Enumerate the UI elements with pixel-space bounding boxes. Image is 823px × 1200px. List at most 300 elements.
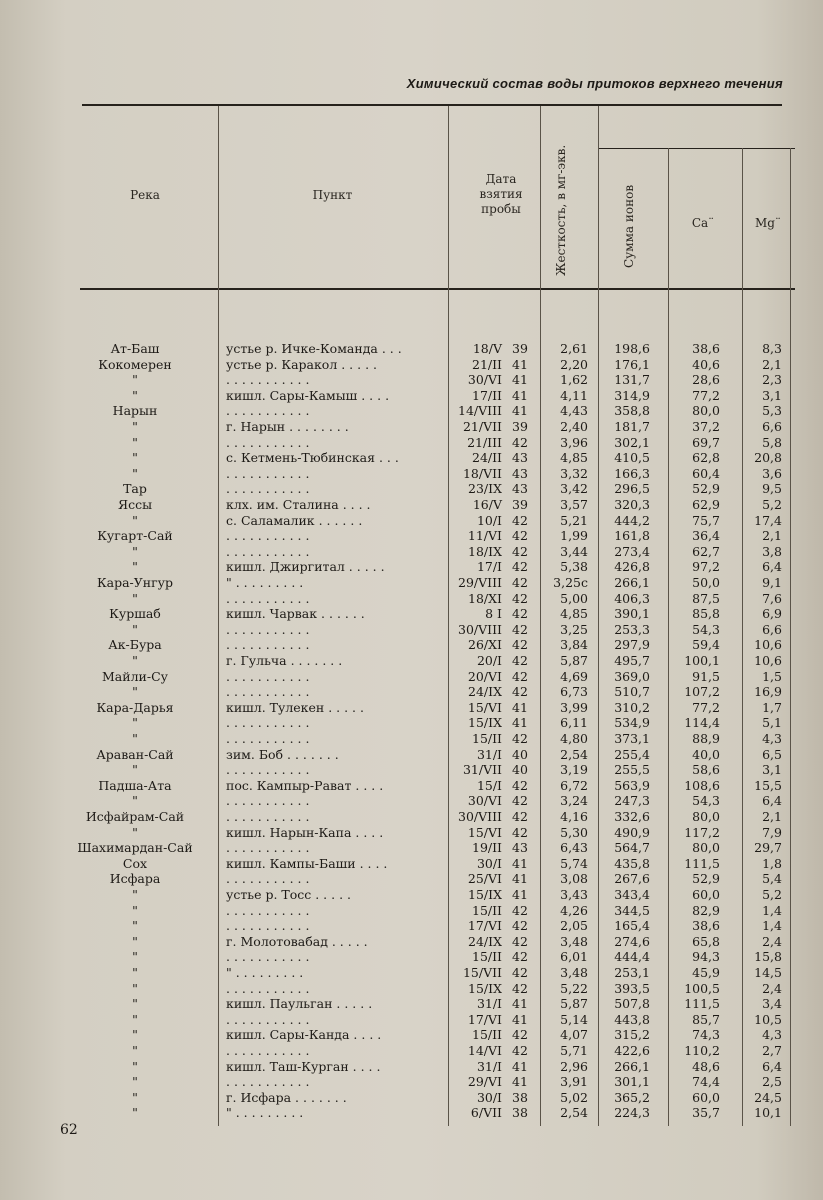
year-cell: 42 (512, 980, 528, 996)
ion-sum-cell: 406,3 (614, 590, 650, 606)
ca-cell: 97,2 (692, 559, 720, 575)
ca-cell: 77,2 (692, 387, 720, 403)
hardness-cell: 2,61 (560, 341, 588, 356)
ion-sum-cell: 165,4 (614, 918, 650, 934)
date-cell: 30/I (476, 855, 502, 871)
mg-cell: 6,6 (762, 419, 782, 434)
hardness-cell: 5,71 (560, 1043, 588, 1058)
ion-sum-cell: 302,1 (614, 434, 650, 450)
year-cell: 42 (512, 575, 528, 590)
date-cell: 15/II (472, 1027, 502, 1043)
mg-cell: 3,6 (762, 465, 782, 481)
year-cell: 42 (512, 637, 528, 653)
point-cell: . . . . . . . . . . . (226, 980, 310, 996)
hardness-cell: 3,99 (560, 699, 588, 715)
date-cell: 14/VI (467, 1043, 502, 1058)
year-cell: 41 (512, 403, 528, 419)
hardness-cell: 1,62 (560, 372, 588, 388)
date-cell: 20/I (476, 653, 502, 668)
mg-cell: 5,3 (762, 403, 782, 419)
river-cell: " (132, 684, 138, 700)
river-cell: " (132, 450, 138, 466)
hardness-cell: 3,43 (560, 887, 588, 902)
year-cell: 42 (512, 543, 528, 559)
year-cell: 42 (512, 606, 528, 622)
point-cell: . . . . . . . . . . . (226, 465, 310, 481)
ion-sum-cell: 176,1 (614, 356, 650, 372)
hardness-cell: 2,54 (560, 746, 588, 762)
river-cell: Кокомерен (98, 356, 172, 372)
date-cell: 18/IX (468, 543, 502, 559)
river-cell: " (132, 434, 138, 450)
ca-cell: 88,9 (692, 731, 720, 746)
year-cell: 43 (512, 840, 528, 856)
mg-cell: 3,4 (762, 996, 782, 1012)
point-cell: клх. им. Сталина . . . . (226, 497, 371, 512)
year-cell: 43 (512, 481, 528, 497)
date-cell: 29/VIII (458, 575, 502, 590)
river-cell: Араван-Сай (96, 746, 174, 762)
hardness-cell: 4,26 (560, 902, 588, 918)
ion-sum-cell: 267,6 (614, 871, 650, 887)
mg-cell: 2,7 (762, 1043, 782, 1058)
river-cell: " (132, 1074, 138, 1090)
ion-sum-cell: 422,6 (614, 1043, 650, 1058)
river-cell: " (132, 949, 138, 965)
column-header-date: Дата взятия пробы (479, 172, 523, 216)
year-cell: 40 (512, 746, 528, 762)
column-header-mg: Mg¨ (755, 216, 781, 230)
ion-sum-cell: 166,3 (614, 465, 650, 481)
year-cell: 42 (512, 1027, 528, 1043)
point-cell: . . . . . . . . . . . (226, 1074, 310, 1090)
mg-cell: 2,1 (762, 528, 782, 544)
year-cell: 42 (512, 933, 528, 949)
point-cell: г. Исфара . . . . . . . (226, 1089, 347, 1105)
mg-cell: 2,4 (762, 980, 782, 996)
point-cell: . . . . . . . . . . . (226, 403, 310, 419)
point-cell: кишл. Сары-Канда . . . . (226, 1027, 382, 1043)
mg-cell: 16,9 (754, 684, 782, 700)
mg-cell: 7,9 (762, 824, 782, 840)
date-cell: 11/VI (467, 528, 502, 544)
year-cell: 41 (512, 996, 528, 1012)
river-cell: " (132, 1089, 138, 1105)
date-cell: 15/IX (468, 887, 502, 902)
header-bottom-rule (80, 288, 795, 290)
year-cell: 41 (512, 871, 528, 887)
date-cell: 15/IX (468, 980, 502, 996)
date-cell: 17/II (472, 387, 502, 403)
point-cell: . . . . . . . . . . . (226, 731, 310, 746)
year-cell: 42 (512, 668, 528, 684)
year-cell: 42 (512, 559, 528, 575)
ca-cell: 38,6 (692, 341, 720, 356)
year-cell: 42 (512, 684, 528, 700)
ion-sum-cell: 365,2 (614, 1089, 650, 1105)
point-cell: кишл. Джиргитал . . . . . (226, 559, 385, 575)
ca-cell: 62,7 (692, 543, 720, 559)
column-header-point: Пункт (312, 188, 353, 202)
ca-cell: 37,2 (692, 419, 720, 434)
mg-cell: 5,4 (762, 871, 782, 887)
hardness-cell: 5,38 (560, 559, 588, 575)
ca-cell: 59,4 (692, 637, 720, 653)
point-cell: пос. Кампыр-Рават . . . . (226, 777, 384, 793)
ion-sum-cell: 444,4 (614, 949, 650, 965)
hardness-cell: 2,05 (560, 918, 588, 934)
ion-sum-cell: 301,1 (614, 1074, 650, 1090)
river-cell: " (132, 762, 138, 778)
ca-cell: 111,5 (684, 996, 720, 1012)
ion-sum-cell: 273,4 (614, 543, 650, 559)
point-cell: кишл. Тулекен . . . . . (226, 699, 364, 715)
point-cell: кишл. Нарын-Капа . . . . (226, 824, 384, 840)
ion-sum-cell: 255,5 (614, 762, 650, 778)
mg-cell: 4,3 (762, 731, 782, 746)
date-cell: 15/II (472, 731, 502, 746)
hardness-cell: 3,57 (560, 497, 588, 512)
mg-cell: 24,5 (754, 1089, 782, 1105)
hardness-cell: 2,54 (560, 1105, 588, 1121)
ca-cell: 38,6 (692, 918, 720, 934)
point-cell: . . . . . . . . . . . (226, 590, 310, 606)
ca-cell: 62,9 (692, 497, 720, 512)
hardness-cell: 5,02 (560, 1089, 588, 1105)
date-cell: 24/II (472, 450, 502, 466)
year-cell: 41 (512, 1058, 528, 1074)
ion-sum-cell: 344,5 (614, 902, 650, 918)
point-cell: . . . . . . . . . . . (226, 434, 310, 450)
point-cell: . . . . . . . . . . . (226, 543, 310, 559)
page-title: Химический состав воды притоков верхнего течения (406, 76, 783, 91)
point-cell: . . . . . . . . . . . (226, 949, 310, 965)
mg-cell: 15,8 (754, 949, 782, 965)
river-cell: " (132, 465, 138, 481)
year-cell: 42 (512, 949, 528, 965)
ca-cell: 48,6 (692, 1058, 720, 1074)
ca-cell: 117,2 (684, 824, 720, 840)
date-cell: 17/VI (467, 1011, 502, 1027)
year-cell: 39 (512, 419, 528, 434)
river-cell: " (132, 715, 138, 731)
date-cell: 24/IX (468, 933, 502, 949)
date-cell: 15/VI (467, 824, 502, 840)
point-cell: . . . . . . . . . . . (226, 762, 310, 778)
mg-cell: 9,1 (762, 575, 782, 590)
hardness-cell: 5,30 (560, 824, 588, 840)
point-cell: кишл. Сары-Камыш . . . . (226, 387, 390, 403)
mg-cell: 4,3 (762, 1027, 782, 1043)
ion-sum-cell: 255,4 (614, 746, 650, 762)
ca-cell: 69,7 (692, 434, 720, 450)
ca-cell: 107,2 (684, 684, 720, 700)
mg-cell: 6,6 (762, 621, 782, 637)
point-cell: . . . . . . . . . . . (226, 372, 310, 388)
ca-cell: 35,7 (692, 1105, 720, 1121)
mg-cell: 1,5 (762, 668, 782, 684)
date-cell: 26/XI (468, 637, 502, 653)
river-cell: " (132, 590, 138, 606)
ca-cell: 77,2 (692, 699, 720, 715)
river-cell: Тар (123, 481, 147, 497)
point-cell: . . . . . . . . . . . (226, 871, 310, 887)
hardness-cell: 3,24 (560, 793, 588, 809)
ca-cell: 111,5 (684, 855, 720, 871)
date-cell: 15/II (472, 949, 502, 965)
river-cell: Сох (122, 855, 148, 871)
year-cell: 43 (512, 450, 528, 466)
ion-sum-cell: 297,9 (614, 637, 650, 653)
ion-sum-cell: 253,3 (614, 621, 650, 637)
date-cell: 17/I (476, 559, 502, 575)
date-cell: 24/IX (468, 684, 502, 700)
top-rule (82, 104, 782, 106)
year-cell: 42 (512, 965, 528, 980)
hardness-cell: 6,72 (560, 777, 588, 793)
ca-cell: 62,8 (692, 450, 720, 466)
mg-cell: 3,1 (762, 387, 782, 403)
year-cell: 41 (512, 699, 528, 715)
ion-sum-cell: 161,8 (614, 528, 650, 544)
ion-sum-cell: 563,9 (614, 777, 650, 793)
year-cell: 42 (512, 590, 528, 606)
year-cell: 42 (512, 809, 528, 824)
hardness-cell: 3,42 (560, 481, 588, 497)
hardness-cell: 4,16 (560, 809, 588, 824)
ion-sum-cell: 358,8 (614, 403, 650, 419)
point-cell: . . . . . . . . . . . (226, 918, 310, 934)
river-cell: " (132, 965, 138, 980)
point-cell: кишл. Таш-Курган . . . . (226, 1058, 381, 1074)
mg-cell: 2,3 (762, 372, 782, 388)
ca-cell: 60,0 (692, 1089, 720, 1105)
hardness-cell: 2,20 (560, 356, 588, 372)
ion-sum-cell: 253,1 (614, 965, 650, 980)
ca-cell: 58,6 (692, 762, 720, 778)
date-cell: 21/VII (462, 419, 502, 434)
point-cell: . . . . . . . . . . . (226, 1011, 310, 1027)
date-cell: 21/III (467, 434, 502, 450)
ion-sum-cell: 131,7 (614, 372, 650, 388)
mg-cell: 2,1 (762, 356, 782, 372)
mg-cell: 6,5 (762, 746, 782, 762)
river-cell: " (132, 933, 138, 949)
point-cell: . . . . . . . . . . . (226, 715, 310, 731)
ion-sum-cell: 332,6 (614, 809, 650, 824)
ca-cell: 50,0 (692, 575, 720, 590)
ca-cell: 108,6 (684, 777, 720, 793)
hardness-cell: 5,87 (560, 653, 588, 668)
point-cell: " . . . . . . . . . (226, 965, 304, 980)
ca-cell: 85,7 (692, 1011, 720, 1027)
column-header-river: Река (130, 188, 160, 202)
point-cell: . . . . . . . . . . . (226, 840, 310, 856)
page-number: 62 (60, 1122, 78, 1138)
mg-cell: 1,4 (762, 918, 782, 934)
ca-cell: 54,3 (692, 793, 720, 809)
date-cell: 6/VII (470, 1105, 502, 1121)
river-cell: Кугарт-Сай (97, 528, 173, 544)
year-cell: 42 (512, 777, 528, 793)
point-cell: . . . . . . . . . . . (226, 1043, 310, 1058)
river-cell: Куршаб (109, 606, 161, 622)
ca-cell: 85,8 (692, 606, 720, 622)
hardness-cell: 4,69 (560, 668, 588, 684)
date-cell: 29/VI (467, 1074, 502, 1090)
year-cell: 42 (512, 824, 528, 840)
ca-cell: 74,4 (692, 1074, 720, 1090)
hardness-cell: 3,48 (560, 965, 588, 980)
river-cell: " (132, 980, 138, 996)
hardness-cell: 3,96 (560, 434, 588, 450)
hardness-cell: 3,08 (560, 871, 588, 887)
hardness-cell: 4,85 (560, 450, 588, 466)
mg-cell: 1,8 (762, 855, 782, 871)
date-cell: 18/V (472, 341, 502, 356)
date-cell: 10/I (476, 512, 502, 528)
hardness-cell: 3,44 (560, 543, 588, 559)
mg-cell: 10,5 (754, 1011, 782, 1027)
river-cell: Кара-Дарья (96, 699, 174, 715)
hardness-cell: 6,11 (560, 715, 588, 731)
year-cell: 41 (512, 356, 528, 372)
ca-cell: 91,5 (692, 668, 720, 684)
point-cell: кишл. Кампы-Баши . . . . (226, 855, 388, 871)
river-cell: Падша-Ата (98, 777, 172, 793)
mg-cell: 14,5 (754, 965, 782, 980)
ion-sum-cell: 181,7 (614, 419, 650, 434)
hardness-cell: 2,96 (560, 1058, 588, 1074)
ion-sum-cell: 198,6 (614, 341, 650, 356)
date-cell: 31/I (476, 746, 502, 762)
year-cell: 40 (512, 762, 528, 778)
point-cell: с. Кетмень-Тюбинская . . . (226, 450, 399, 466)
point-cell: . . . . . . . . . . . (226, 621, 310, 637)
point-cell: " . . . . . . . . . (226, 1105, 304, 1121)
hardness-cell: 3,84 (560, 637, 588, 653)
mg-cell: 6,4 (762, 793, 782, 809)
point-cell: кишл. Паульган . . . . . (226, 996, 373, 1012)
river-cell: " (132, 731, 138, 746)
hardness-cell: 5,00 (560, 590, 588, 606)
hardness-cell: 3,25 (560, 621, 588, 637)
mg-cell: 1,4 (762, 902, 782, 918)
date-cell: 18/VII (462, 465, 502, 481)
mg-cell: 8,3 (762, 341, 782, 356)
hardness-cell: 5,21 (560, 512, 588, 528)
ca-cell: 82,9 (692, 902, 720, 918)
hardness-cell: 5,74 (560, 855, 588, 871)
river-cell: " (132, 621, 138, 637)
date-cell: 18/XI (468, 590, 502, 606)
ion-sum-cell: 266,1 (614, 575, 650, 590)
date-cell: 21/II (472, 356, 502, 372)
year-cell: 41 (512, 855, 528, 871)
hardness-cell: 1,99 (560, 528, 588, 544)
ion-sum-cell: 490,9 (614, 824, 650, 840)
ion-sum-cell: 310,2 (614, 699, 650, 715)
ion-sum-cell: 564,7 (614, 840, 650, 856)
hardness-cell: 5,14 (560, 1011, 588, 1027)
ion-sum-cell: 247,3 (614, 793, 650, 809)
mg-cell: 10,1 (754, 1105, 782, 1121)
date-cell: 20/VI (467, 668, 502, 684)
hardness-cell: 3,19 (560, 762, 588, 778)
column-header-ion-sum: Сумма ионов (622, 184, 636, 268)
ion-sum-cell: 266,1 (614, 1058, 650, 1074)
date-cell: 15/I (476, 777, 502, 793)
ca-cell: 60,0 (692, 887, 720, 902)
ion-sum-cell: 224,3 (614, 1105, 650, 1121)
ca-cell: 75,7 (692, 512, 720, 528)
river-cell: " (132, 902, 138, 918)
date-cell: 30/I (476, 1089, 502, 1105)
ca-cell: 94,3 (692, 949, 720, 965)
river-cell: " (132, 387, 138, 403)
ion-sum-cell: 507,8 (614, 996, 650, 1012)
mg-cell: 2,1 (762, 809, 782, 824)
point-cell: . . . . . . . . . . . (226, 793, 310, 809)
mg-cell: 9,5 (762, 481, 782, 497)
hardness-cell: 4,07 (560, 1027, 588, 1043)
ca-cell: 36,4 (692, 528, 720, 544)
sub-header-rule (598, 148, 795, 149)
hardness-cell: 6,73 (560, 684, 588, 700)
ion-sum-cell: 369,0 (614, 668, 650, 684)
mg-cell: 1,7 (762, 699, 782, 715)
river-cell: " (132, 824, 138, 840)
year-cell: 42 (512, 731, 528, 746)
river-cell: " (132, 1011, 138, 1027)
mg-cell: 29,7 (754, 840, 782, 856)
mg-cell: 10,6 (754, 637, 782, 653)
ion-sum-cell: 495,7 (614, 653, 650, 668)
year-cell: 42 (512, 653, 528, 668)
point-cell: устье р. Ичке-Команда . . . (226, 341, 402, 356)
hardness-cell: 4,85 (560, 606, 588, 622)
ion-sum-cell: 510,7 (614, 684, 650, 700)
year-cell: 42 (512, 1043, 528, 1058)
date-cell: 31/VII (462, 762, 502, 778)
point-cell: . . . . . . . . . . . (226, 637, 310, 653)
hardness-cell: 3,48 (560, 933, 588, 949)
ion-sum-cell: 320,3 (614, 497, 650, 512)
year-cell: 41 (512, 715, 528, 731)
river-cell: Исфара (109, 871, 161, 887)
mg-cell: 5,2 (762, 497, 782, 512)
river-cell: " (132, 996, 138, 1012)
river-cell: " (132, 419, 138, 434)
mg-cell: 3,1 (762, 762, 782, 778)
point-cell: . . . . . . . . . . . (226, 809, 310, 824)
river-cell: Исфайрам-Сай (85, 809, 185, 824)
mg-cell: 7,6 (762, 590, 782, 606)
river-cell: Ат-Баш (110, 341, 160, 356)
point-cell: устье р. Каракол . . . . . (226, 356, 377, 372)
ca-cell: 80,0 (692, 840, 720, 856)
ca-cell: 100,1 (684, 653, 720, 668)
river-cell: " (132, 543, 138, 559)
ca-cell: 40,6 (692, 356, 720, 372)
date-cell: 14/VIII (458, 403, 502, 419)
year-cell: 38 (512, 1089, 528, 1105)
date-cell: 30/VI (467, 793, 502, 809)
ion-sum-cell: 444,2 (614, 512, 650, 528)
river-cell: Кара-Унгур (96, 575, 174, 590)
year-cell: 42 (512, 528, 528, 544)
year-cell: 43 (512, 465, 528, 481)
